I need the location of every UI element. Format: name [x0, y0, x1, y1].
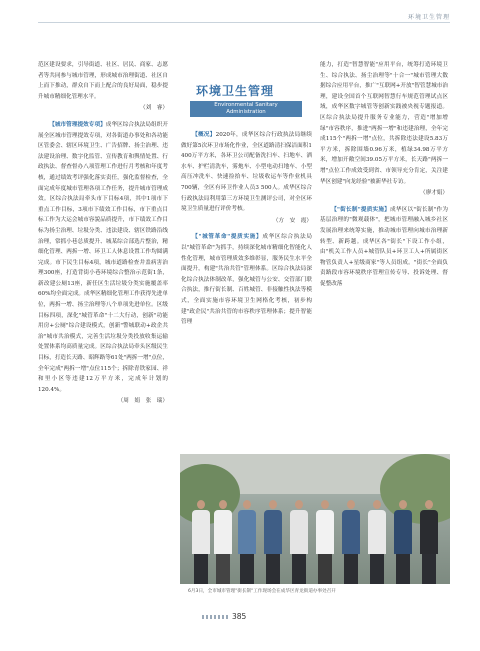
photo-caption: 6月3日，全市城市管理"街长制"工作现场会在成华区青龙街道办事处召开: [188, 589, 336, 594]
page-number-ornament: [202, 615, 230, 619]
paragraph: [181, 232, 312, 327]
paragraph-text: 成华区以"街长制"作为基层治理的"微观载体"，把城市管理融入城乡社区发展治理来统筹实施，推动城市管理向城市治理新转型、新跨越。成华区各"街长"下设工作小组，由"机关工作人员+城管队员+环卫工人+所属街区物管负责人+星级商家"等人员组成。"街长"全面负责路段市容环境秩序管理宣传专导、投诉处理、督促整改落: [320, 206, 448, 287]
subheading: 【"城管革命"提质实施】: [192, 234, 263, 241]
page-number: 385: [232, 612, 247, 621]
section-title-english: [190, 101, 302, 117]
running-head: 环境卫生管理: [407, 14, 450, 21]
header-rule: [38, 22, 450, 23]
photo-person: [342, 500, 360, 584]
section-title-english-line: Administration: [226, 109, 266, 115]
photo-person: [192, 500, 210, 584]
paragraph: [181, 130, 312, 215]
author-credit: （刘 睿）: [140, 105, 168, 112]
photo-person: [316, 500, 334, 584]
photo-person: [238, 500, 256, 584]
paragraph: [38, 120, 168, 395]
paragraph: 范区建设要求，引导街道、社区、居民、商家、志愿者等共同参与城市管理，形成城市治理街道、社区自上而下推动，群众自下而上配合的良好局面，稳步提升城市精细化管理水平。: [38, 62, 168, 100]
photo-person: [290, 500, 308, 584]
paragraph-text: 2020年，成华区综合行政执法局继续做好第5次环卫市场化作业，全区道路清扫保洁面积1 400万平方米，各环卫公司配备洗扫车、扫地车、洒水车、护栏清洗车，雾炮车、小型电动扫地车、小型高压冲洗车、快速捡拾车、垃圾收运车等作业机具700辆，全区有环卫作业人员3 500人。成华区综合行政执法局利用第三方环境卫生测评公司，对全区环境卫生质量进行评价考核。: [181, 132, 312, 213]
photo-person: [420, 500, 438, 584]
paragraph-text: 成华区综合执法局组织开展全区城市管理提效专项，对各街道办事处和各功能区管委会、辖区环境卫生、广告招牌、扬尘治理、违法建设治理、数字化监管、宣传教育和舆情处置、行政执法、督查督办八项管理工作进行月考核和年度考核，通过绩效考评强化落实责任，强化监督检查，全面完成年度城市管理各项工作任务，提升城市管理成效。区综合执法局牵头市下目标4项，其中1项市下重点工作目标，3项市下绩效工作目标，市下重点目标工作为大运会城市容貌品质提升，市下绩效工作目标为扬尘治理、垃圾分类、违法建设、辖区铁路沿线治理，常抓小巷总质提升、城某综合部选片整治，精细化管理、两拆一增、环卫工人休息设置工作均圆满完成。市下民生目标4项，城市道路检查井盖病害治理300座，打造背街小巷环境综合整治示范街1条，新改建公厕13座，新任区生活垃圾分类实施覆盖率60%均全面完成。成华区精细化管理工作获得先进单位，两拆一增、扬尘治理等八个单项先进单位。区级目标四项，深化"城管革命"十二大行动，创新"功能用房+公厕"综合建设模式，创新"警城联动+政企共治"城市共治模式，完善生活垃圾分类投放收集运输处置体系均高质量完成。区综合执法局牵头区级民生目标，打造长天路、昭辉路等61处"两拆一增"点位，全年完成"两拆一增"点位115个；拆除青铁家园、祥和里小区等违建12万平方米，完成年计划的120.4%。: [38, 121, 168, 393]
column-right: [320, 60, 448, 289]
column-left: [38, 60, 168, 407]
section-banner: [190, 82, 302, 122]
section-title-english-line: Environmental Sanitary: [214, 102, 278, 108]
photo-person: [368, 500, 386, 584]
column-middle: [181, 130, 312, 328]
photo-street-chief-meeting: [180, 454, 450, 584]
subheading: 【概况】: [192, 132, 216, 138]
subheading: 【城市管理提效专项】: [49, 121, 106, 128]
photo-person: [214, 500, 232, 584]
author-credit: （方 安 霞）: [272, 217, 312, 224]
paragraph: [320, 205, 448, 290]
subheading: 【"街长制"提质实施】: [331, 206, 391, 213]
author-credit: （廖才娟）: [420, 190, 448, 197]
author-credit: （周 娟 张 瑞）: [117, 398, 168, 405]
photo-person: [264, 500, 282, 584]
paragraph-text: 成华区综合执法局以"城管革命"为抓手，持续深化城市精细化智能化人性化管理，城市管理质效多维彰显，服务民生水平全面提升，构建"共治共管"管理体系。区综合执法局深化综合执法体制改革，强化城管与公安、交管部门联合执法，推行街长制、百姓城管、非接触性执法等模式，全面实施市容环境卫生网格化考核，初步构建"政企民"共治共管的市容秩序管理体系；提升智能管理: [181, 234, 312, 326]
paragraph: 能力，打造"智慧智能"应用平台，统筹打造环境卫生、综合执法、扬尘治理等"十合一"城市管理大数据综合应用平台，推广"互联网+开放"智管慧城市治理，建设全国首个互联网智慧行车规范管理试点区域，成华区数字城管等创新实践被央视专题报道。区综合执法局提升服务专业能力，营造"增加增绿"市容秩序，推进"两拆一增"和违建治理，全年完成115个"两拆一增"点位，共拆除违法建设5.83万平方米，拆除围墙0.96万米，植绿34.98万平方米，增加开敞空间39.05万平方米，长天路"两拆一增"点位工作成效受到省、市领导充分肯定，关注建华区创建"向龙经验"被新华社专访。: [320, 62, 448, 185]
photo-person: [394, 500, 412, 584]
section-title: 环境卫生管理: [196, 84, 275, 98]
